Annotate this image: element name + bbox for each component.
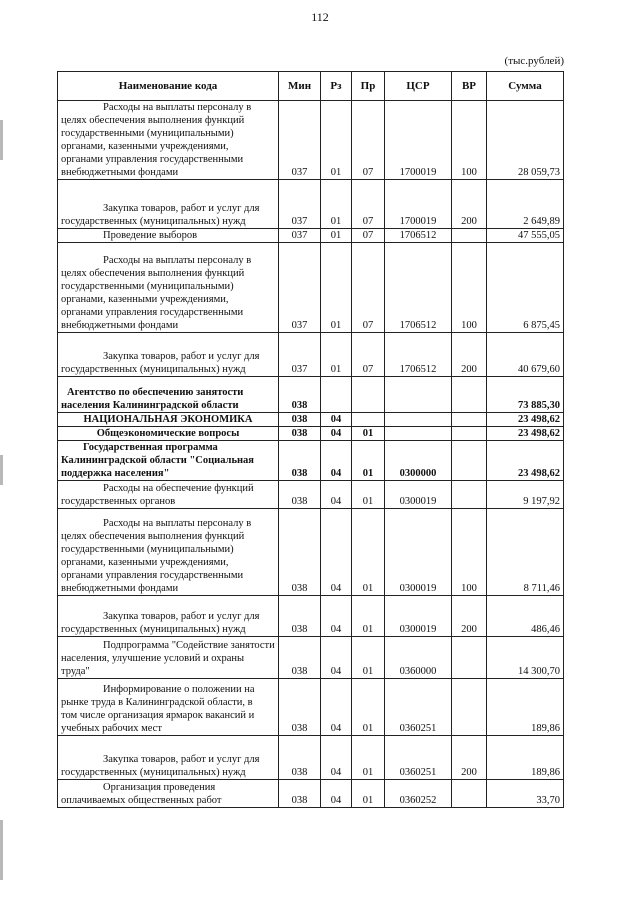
cell-pr: 07 [352,243,385,333]
cell-csr: 0360251 [385,736,452,780]
cell-name-line: Расходы на выплаты персоналу в [103,255,252,266]
cell-min: 038 [279,509,321,596]
cell-name [58,427,279,441]
cell-rz: 04 [321,736,352,780]
cell-vr: 100 [452,101,487,180]
cell-pr: 01 [352,596,385,637]
cell-vr: 100 [452,243,487,333]
scan-edge-mark [0,455,3,485]
cell-vr [452,637,487,679]
cell-name-line: Агентство по обеспечению занятости [67,387,244,398]
cell-csr: 1706512 [385,229,452,243]
table-row [58,413,564,427]
cell-min: 038 [279,427,321,441]
cell-vr [452,413,487,427]
cell-sum: 2 649,89 [487,180,564,229]
cell-rz: 01 [321,333,352,377]
cell-sum: 33,70 [487,780,564,808]
units-label: (тыс.рублей) [504,55,564,67]
table-row [58,427,564,441]
table-row [58,229,564,243]
cell-pr: 01 [352,780,385,808]
cell-csr [385,427,452,441]
cell-name [58,441,279,481]
cell-name-line: государственными (муниципальными) [61,544,234,555]
cell-pr: 07 [352,180,385,229]
cell-csr: 0360000 [385,637,452,679]
cell-name-line: органами управления государственными [61,307,244,318]
cell-pr: 01 [352,427,385,441]
cell-name [58,333,279,377]
table-row [58,333,564,377]
table-row [58,441,564,481]
header-vr: ВР [452,72,487,101]
cell-name-line: государственных (муниципальных) нужд [61,624,246,635]
cell-name-line: Организация проведения [103,782,216,793]
cell-rz: 04 [321,481,352,509]
cell-name-line: оплачиваемых общественных работ [61,795,222,806]
cell-name-line: органами, казенными учреждениями, [61,557,229,568]
cell-min: 038 [279,637,321,679]
table-row [58,736,564,780]
cell-name [58,180,279,229]
cell-name [58,637,279,679]
cell-rz: 04 [321,596,352,637]
cell-csr: 1700019 [385,180,452,229]
cell-name [58,377,279,413]
cell-sum: 486,46 [487,596,564,637]
cell-min: 037 [279,229,321,243]
cell-name [58,101,279,180]
cell-name [58,596,279,637]
cell-pr [352,377,385,413]
cell-rz: 01 [321,101,352,180]
cell-name-line: государственными (муниципальными) [61,128,234,139]
cell-name [58,229,279,243]
cell-name-line: Государственная программа [83,442,218,453]
cell-pr: 07 [352,229,385,243]
cell-vr [452,441,487,481]
table-row [58,509,564,596]
cell-csr: 0300019 [385,481,452,509]
cell-rz: 04 [321,413,352,427]
cell-vr: 200 [452,736,487,780]
cell-sum: 28 059,73 [487,101,564,180]
cell-pr: 01 [352,481,385,509]
cell-sum: 189,86 [487,736,564,780]
cell-vr: 100 [452,509,487,596]
cell-name-line: органами управления государственными [61,154,244,165]
cell-vr [452,229,487,243]
cell-sum: 9 197,92 [487,481,564,509]
cell-rz: 01 [321,180,352,229]
cell-name-line: органами управления государственными [61,570,244,581]
cell-min: 038 [279,679,321,736]
cell-name-line: государственных органов [61,496,176,507]
page-number: 112 [311,10,329,24]
cell-sum: 189,86 [487,679,564,736]
cell-vr: 200 [452,596,487,637]
table-row [58,243,564,333]
cell-name-line: Закупка товаров, работ и услуг для [103,351,260,362]
cell-csr: 0360252 [385,780,452,808]
scan-edge-mark [0,120,3,160]
cell-name-line: Закупка товаров, работ и услуг для [103,754,260,765]
cell-name [58,736,279,780]
table-row [58,180,564,229]
cell-vr [452,679,487,736]
cell-sum: 73 885,30 [487,377,564,413]
cell-vr: 200 [452,180,487,229]
cell-sum: 23 498,62 [487,441,564,481]
cell-pr: 07 [352,101,385,180]
cell-sum: 40 679,60 [487,333,564,377]
cell-rz: 04 [321,637,352,679]
table-header-row [58,72,564,101]
cell-sum: 23 498,62 [487,427,564,441]
cell-name [58,509,279,596]
cell-sum: 8 711,46 [487,509,564,596]
cell-csr: 1706512 [385,243,452,333]
cell-pr [352,413,385,427]
cell-name-line: Общеэкономические вопросы [96,428,240,439]
cell-pr: 07 [352,333,385,377]
header-pr: Пр [352,72,385,101]
cell-pr: 01 [352,441,385,481]
cell-rz: 01 [321,229,352,243]
cell-rz: 04 [321,509,352,596]
cell-name-line: Подпрограмма "Содействие занятости [103,640,275,651]
cell-min: 038 [279,736,321,780]
table-row [58,377,564,413]
cell-name-line: внебюджетными фондами [61,583,179,594]
cell-csr: 0300019 [385,596,452,637]
cell-min: 037 [279,180,321,229]
cell-name-line: внебюджетными фондами [61,320,179,331]
cell-name [58,679,279,736]
cell-rz: 04 [321,441,352,481]
header-name: Наименование кода [58,72,279,101]
cell-min: 038 [279,413,321,427]
table-row [58,637,564,679]
cell-min: 037 [279,101,321,180]
cell-name-line: учебных рабочих мест [61,723,162,734]
cell-csr: 0360251 [385,679,452,736]
cell-min: 038 [279,441,321,481]
cell-name-line: Информирование о положении на [103,684,255,695]
cell-name [58,481,279,509]
cell-min: 038 [279,596,321,637]
cell-sum: 14 300,70 [487,637,564,679]
cell-name-line: целях обеспечения выполнения функций [61,268,245,279]
cell-sum: 6 875,45 [487,243,564,333]
cell-pr: 01 [352,637,385,679]
cell-name-line: труда" [61,666,90,677]
cell-name-line: целях обеспечения выполнения функций [61,115,245,126]
table-row [58,481,564,509]
cell-name-line: Проведение выборов [103,230,198,241]
table-row [58,596,564,637]
cell-name-line: Расходы на обеспечение функций [103,483,254,494]
cell-name [58,243,279,333]
cell-rz: 04 [321,780,352,808]
cell-csr [385,377,452,413]
cell-rz: 04 [321,427,352,441]
cell-vr [452,780,487,808]
cell-name [58,413,279,427]
cell-name-line: Закупка товаров, работ и услуг для [103,203,260,214]
budget-table [57,71,564,808]
cell-csr [385,413,452,427]
cell-pr: 01 [352,679,385,736]
cell-name [58,780,279,808]
cell-name-line: органами, казенными учреждениями, [61,294,229,305]
header-rz: Рз [321,72,352,101]
header-csr: ЦСР [385,72,452,101]
cell-name-line: государственными (муниципальными) [61,281,234,292]
scan-edge-mark [0,820,3,880]
cell-rz [321,377,352,413]
cell-min: 038 [279,780,321,808]
cell-sum: 47 555,05 [487,229,564,243]
cell-vr [452,481,487,509]
cell-pr: 01 [352,736,385,780]
cell-name-line: государственных (муниципальных) нужд [61,767,246,778]
header-sum: Сумма [487,72,564,101]
cell-min: 037 [279,243,321,333]
cell-min: 038 [279,481,321,509]
header-min: Мин [279,72,321,101]
cell-vr [452,377,487,413]
cell-rz: 04 [321,679,352,736]
cell-sum: 23 498,62 [487,413,564,427]
table-row [58,679,564,736]
table-row [58,780,564,808]
cell-pr: 01 [352,509,385,596]
cell-name-line: государственных (муниципальных) нужд [61,364,246,375]
cell-name-line: Закупка товаров, работ и услуг для [103,611,260,622]
cell-name-line: том числе организация ярмарок вакансий и [61,710,255,721]
cell-name-line: Расходы на выплаты персоналу в [103,102,252,113]
cell-name-line: населения Калининградской области [61,400,239,411]
cell-csr: 1700019 [385,101,452,180]
cell-name-line: государственных (муниципальных) нужд [61,216,246,227]
cell-name-line: целях обеспечения выполнения функций [61,531,245,542]
cell-csr: 0300019 [385,509,452,596]
table-row [58,101,564,180]
cell-vr [452,427,487,441]
cell-name-line: НАЦИОНАЛЬНАЯ ЭКОНОМИКА [83,414,253,425]
cell-csr: 1706512 [385,333,452,377]
cell-csr: 0300000 [385,441,452,481]
cell-min: 037 [279,333,321,377]
cell-name-line: органами, казенными учреждениями, [61,141,229,152]
cell-name-line: внебюджетными фондами [61,167,179,178]
cell-name-line: Расходы на выплаты персоналу в [103,518,252,529]
cell-name-line: населения, улучшение условий и охраны [61,653,245,664]
cell-name-line: поддержка населения" [61,468,170,479]
cell-name-line: Калининградской области "Социальная [61,455,254,466]
cell-name-line: рынке труда в Калининградской области, в [61,697,253,708]
cell-rz: 01 [321,243,352,333]
cell-min: 038 [279,377,321,413]
cell-vr: 200 [452,333,487,377]
